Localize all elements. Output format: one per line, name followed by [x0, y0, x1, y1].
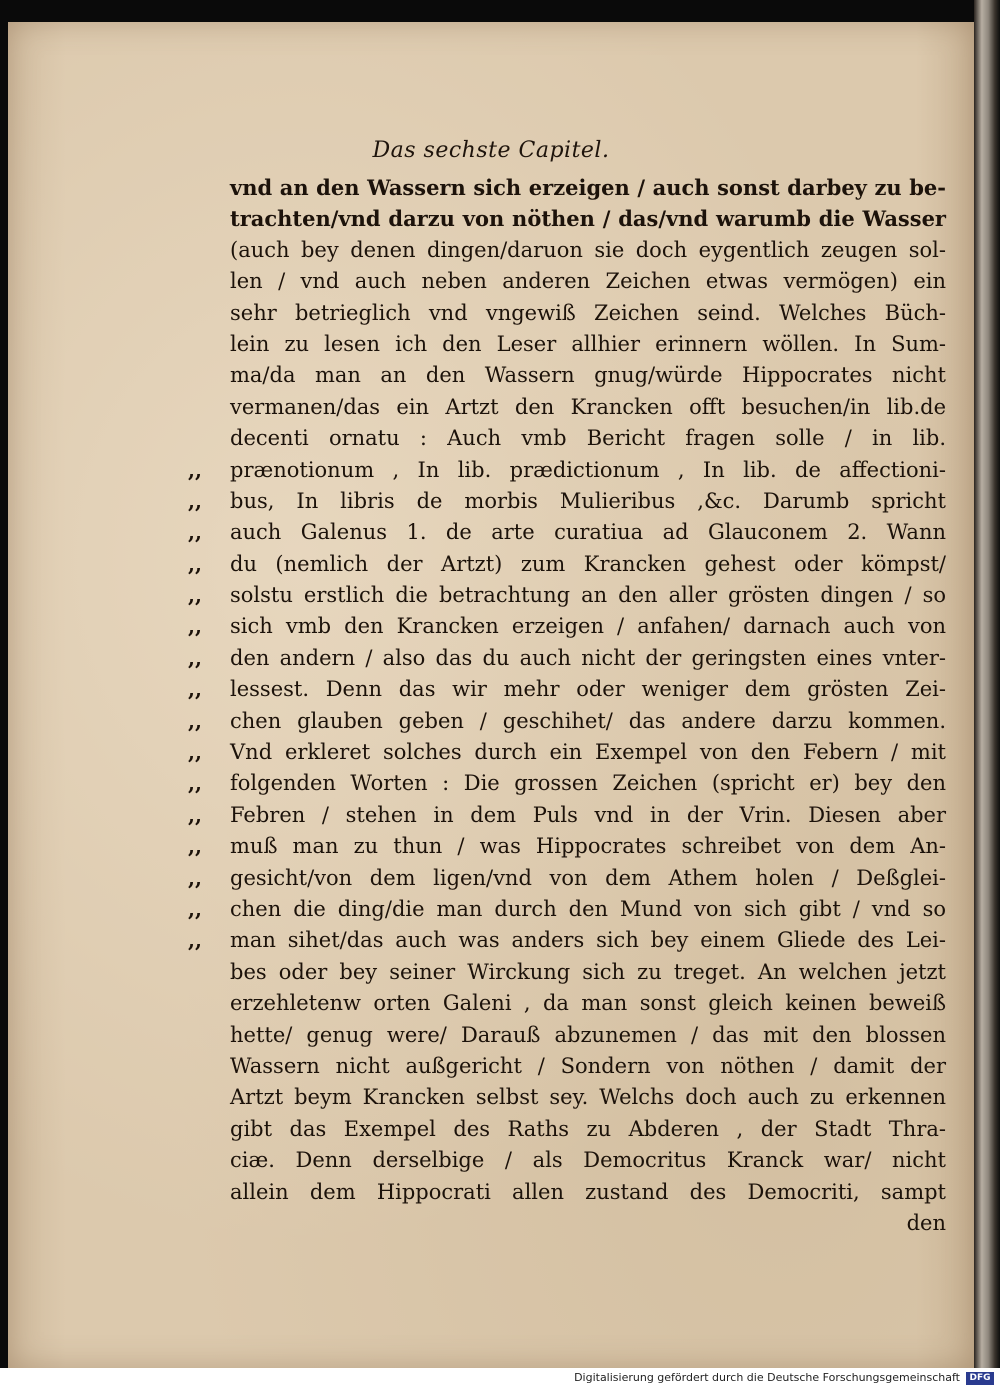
line-text: sich vmb den Krancken erzeigen / anfahen/ darnach auch von: [230, 614, 946, 639]
text-line: [230, 360, 946, 391]
quotation-mark: ,,: [188, 865, 202, 890]
quotation-mark: ,,: [188, 928, 202, 953]
line-text: Vnd erkleret solches durch ein Exempel von den Febern / mit: [230, 740, 946, 765]
page-edge: [974, 0, 1000, 1389]
quotation-mark: ,,: [188, 834, 202, 859]
text-line: [188, 486, 946, 517]
line-text: prænotionum , In lib. prædictionum , In lib. de affectioni-: [230, 457, 946, 482]
quotation-mark: ,,: [188, 771, 202, 796]
line-text: len / vnd auch neben anderen Zeichen etwas vermögen) ein: [230, 269, 946, 294]
quotation-mark: ,,: [188, 677, 202, 702]
line-text: Artzt beym Krancken selbst sey. Welchs doch auch zu erkennen: [230, 1085, 946, 1110]
quotation-mark: ,,: [188, 645, 202, 670]
catchword: den: [906, 1210, 946, 1235]
quotation-mark: ,,: [188, 520, 202, 545]
text-line: [188, 706, 946, 737]
text-line: [188, 674, 946, 705]
text-line: [188, 737, 946, 768]
dfg-logo-icon: DFG: [966, 1372, 994, 1385]
book-page: [8, 22, 974, 1368]
line-text: erzehletenw orten Galeni , da man sonst gleich keinen beweiß: [230, 991, 946, 1016]
text-line: [230, 1020, 946, 1051]
line-text: decenti ornatu : Auch vmb Bericht fragen solle / in lib.: [230, 426, 946, 451]
text-line: [230, 235, 946, 266]
text-line: [188, 611, 946, 642]
text-line: [188, 768, 946, 799]
line-text: Wassern nicht außgericht / Sondern von nöthen / damit der: [230, 1053, 946, 1078]
line-text: folgenden Worten : Die grossen Zeichen (spricht er) bey den: [230, 771, 946, 796]
body-text: [188, 172, 946, 1239]
line-text: gibt das Exempel des Raths zu Abderen , der Stadt Thra-: [230, 1116, 946, 1141]
line-text: gesicht/von dem ligen/vnd von dem Athem holen / Deßglei-: [230, 865, 946, 890]
text-line: [188, 549, 946, 580]
text-line: [230, 1082, 946, 1113]
text-line: [188, 800, 946, 831]
quotation-mark: ,,: [188, 614, 202, 639]
quotation-mark: ,,: [188, 551, 202, 576]
line-text: solstu erstlich die betrachtung an den aller grösten dingen / so: [230, 583, 946, 608]
line-text: chen die ding/die man durch den Mund von sich gibt / vnd so: [230, 896, 946, 921]
quotation-mark: ,,: [188, 488, 202, 513]
funding-credit: Digitalisierung gefördert durch die Deutsche Forschungsgemeinschaft: [574, 1371, 960, 1384]
line-text: vermanen/das ein Artzt den Krancken offt besuchen/in lib.de: [230, 394, 946, 419]
text-line: [188, 517, 946, 548]
line-text: den andern / also das du auch nicht der geringsten eines vnter-: [230, 645, 946, 670]
text-line: [230, 1114, 946, 1145]
line-text: ma/da man an den Wassern gnug/würde Hippocrates nicht: [230, 363, 946, 388]
text-line: [230, 266, 946, 297]
text-line: [230, 988, 946, 1019]
text-line: [230, 423, 946, 454]
line-text: (auch bey denen dingen/daruon sie doch eygentlich zeugen sol-: [230, 237, 946, 262]
text-line: [230, 1051, 946, 1082]
line-text: man sihet/das auch was anders sich bey einem Gliede des Lei-: [230, 928, 946, 953]
running-head: Das sechste Capitel.: [372, 138, 610, 163]
line-text: chen glauben geben / geschihet/ das andere darzu kommen.: [230, 708, 946, 733]
text-line: [230, 298, 946, 329]
quotation-mark: ,,: [188, 802, 202, 827]
text-line: [230, 957, 946, 988]
quotation-mark: ,,: [188, 740, 202, 765]
line-text: muß man zu thun / was Hippocrates schreibet von dem An-: [230, 834, 946, 859]
quotation-mark: ,,: [188, 896, 202, 921]
text-line: [230, 1145, 946, 1176]
quotation-mark: ,,: [188, 583, 202, 608]
line-text: hette/ genug were/ Darauß abzunemen / das mit den blossen: [230, 1022, 946, 1047]
footer-bar: [0, 1368, 1000, 1389]
text-line: [188, 863, 946, 894]
quotation-mark: ,,: [188, 457, 202, 482]
text-line: [188, 643, 946, 674]
text-line: [230, 329, 946, 360]
line-text: bus, In libris de morbis Mulieribus ,&c. Darumb spricht: [230, 488, 946, 513]
text-line: [188, 894, 946, 925]
quotation-mark: ,,: [188, 708, 202, 733]
line-text: Febren / stehen in dem Puls vnd in der Vrin. Diesen aber: [230, 802, 946, 827]
line-text: ciæ. Denn derselbige / als Democritus Kranck war/ nicht: [230, 1148, 946, 1173]
text-line: [188, 925, 946, 956]
line-text: du (nemlich der Artzt) zum Krancken gehest oder kömpst/: [230, 551, 946, 576]
line-text: sehr betrieglich vnd vngewiß Zeichen seind. Welches Büch-: [230, 300, 946, 325]
text-line: [230, 392, 946, 423]
text-line: [188, 580, 946, 611]
text-line: [230, 203, 946, 234]
text-line: [230, 172, 946, 203]
line-text: lessest. Denn das wir mehr oder weniger dem grösten Zei-: [230, 677, 946, 702]
line-text: vnd an den Wassern sich erzeigen / auch sonst darbey zu be-: [230, 175, 946, 200]
line-text: allein dem Hippocrati allen zustand des Democriti, sampt: [230, 1179, 946, 1204]
text-line: [188, 831, 946, 862]
text-line: [188, 455, 946, 486]
line-text: lein zu lesen ich den Leser allhier erinnern wöllen. In Sum-: [230, 331, 946, 356]
line-text: bes oder bey seiner Wirckung sich zu treget. An welchen jetzt: [230, 959, 946, 984]
line-text: trachten/vnd darzu von nöthen / das/vnd warumb die Wasser: [230, 206, 946, 232]
line-text: auch Galenus 1. de arte curatiua ad Glauconem 2. Wann: [230, 520, 946, 545]
text-line: [230, 1177, 946, 1208]
